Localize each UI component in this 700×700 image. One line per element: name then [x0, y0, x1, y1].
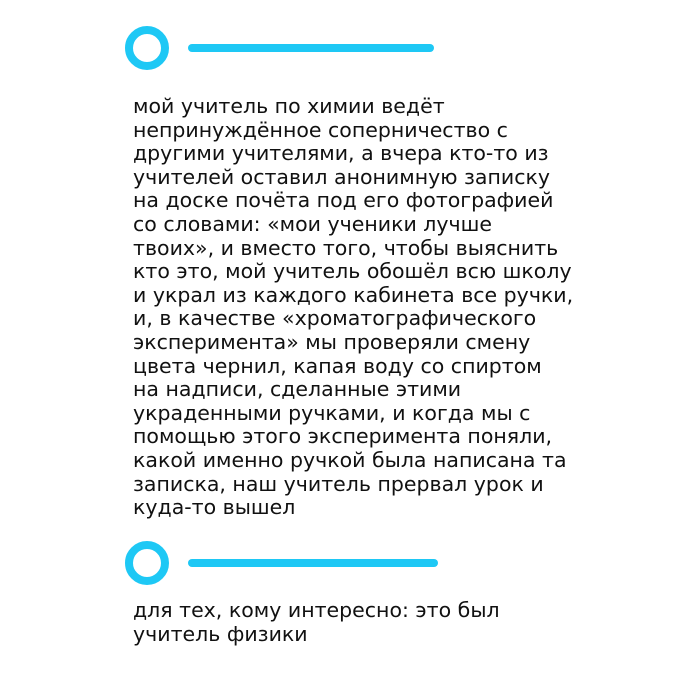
divider-circle — [129, 30, 165, 66]
post-line: другими учителями, а вчера кто-то из — [133, 141, 549, 166]
divider-top — [0, 23, 700, 73]
post-line: цвета чернил, капая воду со спиртом — [133, 353, 542, 378]
post-line: непринуждённое соперничество с — [133, 117, 508, 142]
post-line: на надписи, сделанные этими — [133, 377, 462, 402]
post-line: твоих», и вместо того, чтобы выяснить — [133, 235, 559, 260]
post-line: помощью этого эксперимента поняли, — [133, 424, 553, 449]
post-line: и украл из каждого кабинета все ручки, — [133, 282, 574, 307]
post-line: и, в качестве «хроматографического — [133, 306, 537, 331]
reply-line: для тех, кому интересно: это был — [133, 598, 500, 622]
post-line: эксперимента» мы проверяли смену — [133, 329, 531, 354]
reply-line: учитель физики — [133, 621, 308, 646]
divider-bottom — [0, 538, 700, 588]
post-line: кто это, мой учитель обошёл всю школу — [133, 259, 572, 284]
post-line: украденными ручками, и когда мы с — [133, 400, 531, 425]
post-line: какой именно ручкой была написана та — [133, 447, 567, 472]
circle-line-divider-icon — [0, 538, 700, 588]
post-line: мой учитель по химии ведёт — [133, 94, 445, 118]
divider-circle — [129, 545, 165, 581]
post-line: учителей оставил анонимную записку — [133, 164, 550, 189]
post-line: записка, наш учитель прервал урок и — [133, 471, 544, 496]
post-line: со словами: «мои ученики лучше — [133, 211, 493, 236]
post-text — [133, 95, 673, 520]
post-line: куда-то вышел — [133, 495, 296, 520]
circle-line-divider-icon — [0, 23, 700, 73]
post-line: на доске почёта под его фотографией — [133, 188, 554, 213]
reply-text — [133, 599, 673, 646]
